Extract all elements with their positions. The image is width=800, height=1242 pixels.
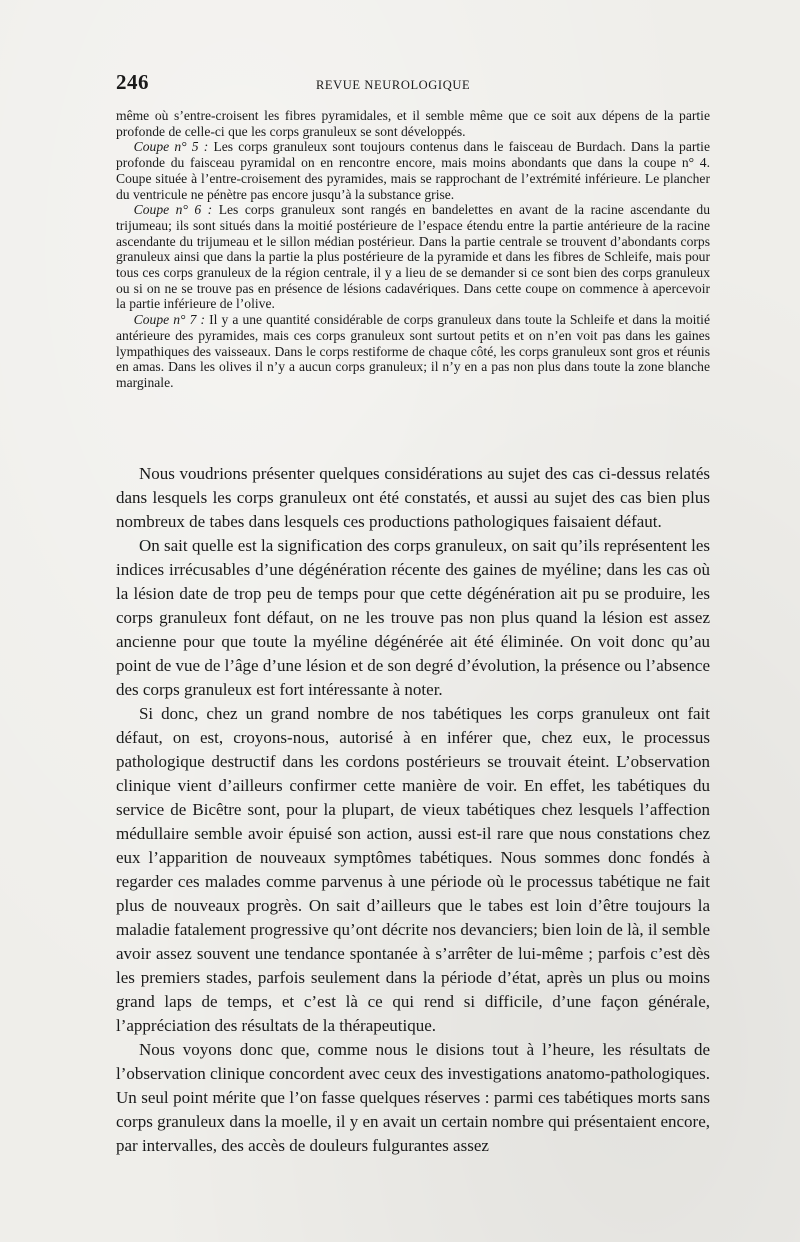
page-number: 246 xyxy=(116,70,149,94)
body-paragraph-1: Nous voudrions présenter quelques considérations au sujet des cas ci-dessus relatés dans lesquels les corps granuleux ont été constatés, et aussi au sujet des cas bien plus nombreux de tabes dans lesquels ces productions pathologiques faisaient défaut. xyxy=(116,464,710,531)
coupe-6-text: Les corps granuleux sont rangés en bandelettes en avant de la racine ascendante du trijumeau; ils sont situés dans la moitié postérieure de l’espace étendu entre la partie antérieure de la racine ascendante du trijumeau et le sillon médian postérieur. Dans la partie centrale se trouvent d’abondants corps granuleux ainsi que dans la partie la plus postérieure de la pyramide et dans les fibres de Schleife, mais pour tous ces corps granuleux de la région centrale, il y a lieu de se demander si ce sont bien des corps granuleux ou si on ne se trouve pas en présence de lésions cadavériques. Dans cette coupe on commence à apercevoir la partie inférieure de l’olive. xyxy=(116,202,710,312)
running-title: REVUE NEUROLOGIQUE xyxy=(316,78,471,92)
coupe-7-paragraph xyxy=(116,312,710,391)
coupe-7-text: Il y a une quantité considérable de corps granuleux dans toute la Schleife et dans la moitié antérieure des pyramides, mais ces corps granuleux sont surtout petits et on n’en voit pas dans les gaines lympathiques des vaisseaux. Dans le corps restiforme de chaque côté, les corps granuleux sont gros et réunis en amas. Dans les olives il n’y a aucun corps granuleux; il n’y en a pas non plus dans toute la zone blanche marginale. xyxy=(116,312,710,390)
coupe-6-label: Coupe n° 6 : xyxy=(133,202,213,218)
page-header xyxy=(116,70,710,96)
body-paragraph-2: On sait quelle est la signification des corps granuleux, on sait qu’ils représentent les indices irrécusables d’une dégénération récente des gaines de myéline; dans les cas où la lésion date de trop peu de temps pour que cette dégénération ait pu se produire, les corps granuleux font défaut, on ne les trouve pas non plus quand la lésion est assez ancienne pour que toute la myéline dégénérée ait été éliminée. On voit donc qu’au point de vue de l’âge d’une lésion et de son degré d’évolution, la présence ou l’absence des corps granuleux est fort intéressante à noter. xyxy=(116,536,710,699)
coupe-7-label: Coupe n° 7 : xyxy=(133,312,205,328)
coupe-5-text: Les corps granuleux sont toujours contenus dans le faisceau de Burdach. Dans la partie profonde du faisceau pyramidal on en rencontre encore, mais moins abondants que dans la coupe n° 4. Coupe située à l’entre-croisement des pyramides, mais se rapprochant de l’extrémité inférieure. Le plancher du ventricule ne pénètre pas encore jusqu’à la substance grise. xyxy=(116,139,710,202)
body-paragraph-4: Nous voyons donc que, comme nous le disions tout à l’heure, les résultats de l’observation clinique concordent avec ceux des investigations anatomo-pathologiques. Un seul point mérite que l’on fasse quelques réserves : parmi ces tabétiques morts sans corps granuleux dans la moelle, il y en avait un certain nombre qui présentaient encore, par intervalles, des accès de douleurs fulgurantes assez xyxy=(116,1040,710,1155)
main-body-text xyxy=(116,462,710,1158)
case-notes-small-text xyxy=(116,108,710,391)
coupe-5-label: Coupe n° 5 : xyxy=(133,139,209,155)
coupe-6-paragraph xyxy=(116,202,710,312)
body-paragraph-3: Si donc, chez un grand nombre de nos tabétiques les corps granuleux ont fait défaut, on est, croyons-nous, autorisé à en inférer que, chez eux, le processus pathologique destructif dans les cordons postérieurs se trouvait éteint. L’observation clinique vient d’ailleurs confirmer cette manière de voir. En effet, les tabétiques du service de Bicêtre sont, pour la plupart, de vieux tabétiques chez lesquels l’affection médullaire semble avoir épuisé son action, aussi est-il rare que nous constations chez eux l’apparition de nouveaux symptômes tabétiques. Nous sommes donc fondés à regarder ces malades comme parvenus à une période où le processus tabétique ne fait plus de nouveaux progrès. On sait d’ailleurs que le tabes est loin d’être toujours la maladie fatalement progressive qu’ont décrite nos devanciers; bien loin de là, il semble avoir assez souvent une tendance spontanée à s’arrêter de lui-même ; parfois c’est dès les premiers stades, parfois seulement dans la période d’état, après un plus ou moins grand laps de temps, et c’est là ce qui rend si difficile, d’une façon générale, l’appréciation des résultats de la thérapeutique. xyxy=(116,704,710,1035)
intro-paragraph: même où s’entre-croisent les fibres pyramidales, et il semble même que ce soit aux dépens de la partie profonde de celle-ci que les corps granuleux se sont développés. xyxy=(116,108,710,139)
coupe-5-paragraph xyxy=(116,139,710,202)
